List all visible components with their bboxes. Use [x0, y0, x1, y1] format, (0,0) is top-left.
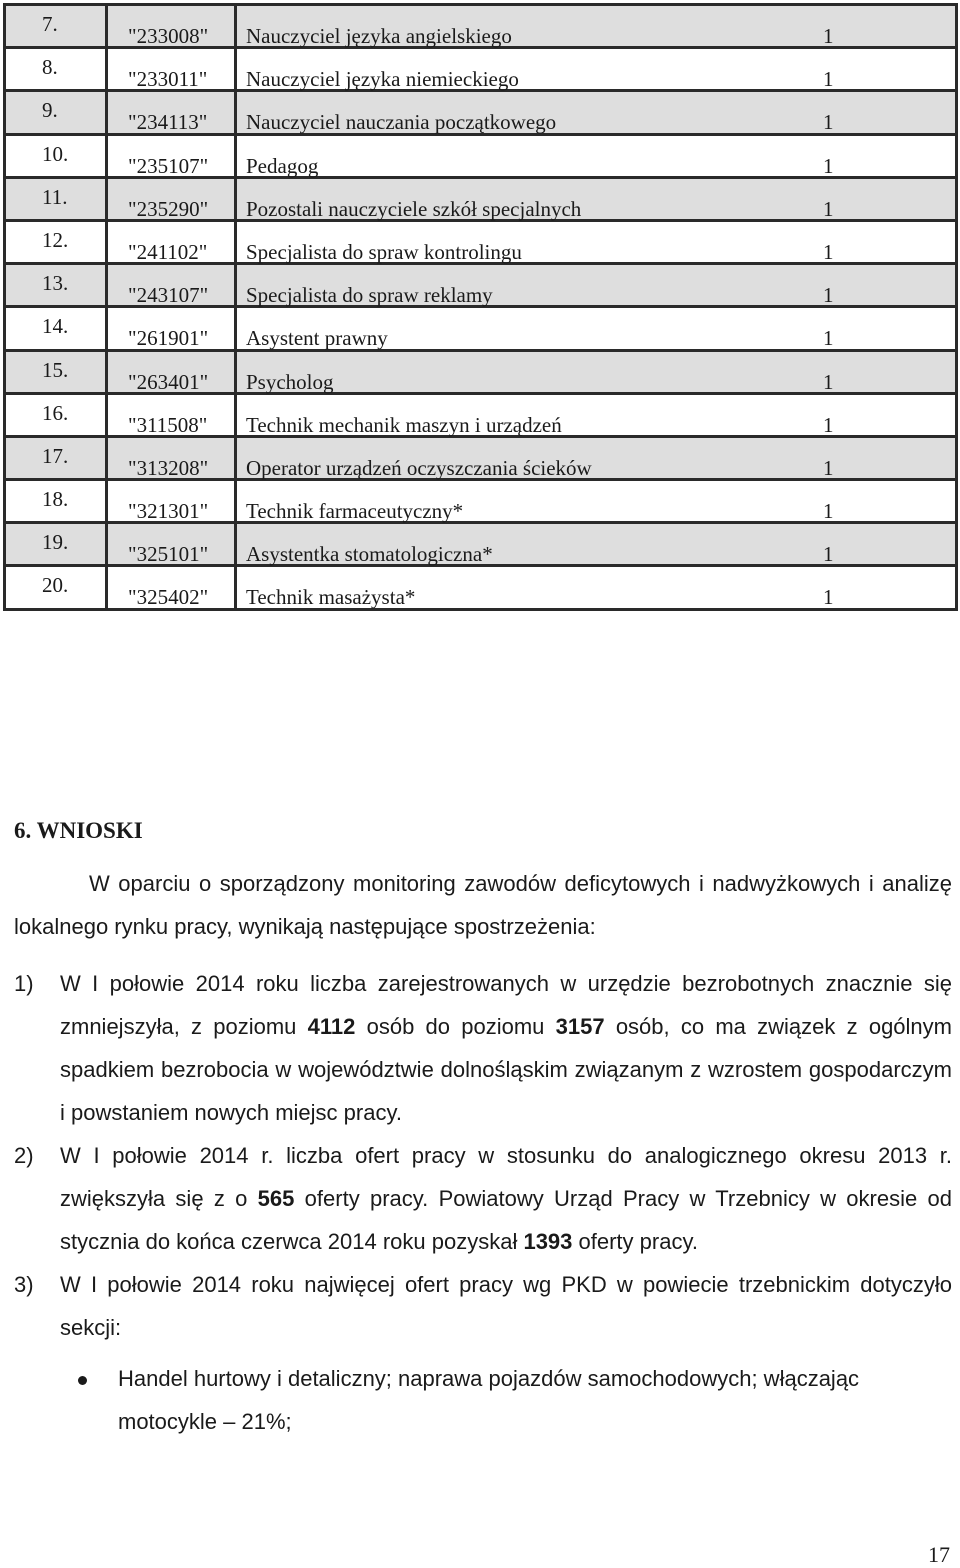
row-number-cell: [5, 307, 107, 350]
row-detail-cell: [107, 480, 957, 523]
occupation-name: Asystent prawny: [246, 326, 388, 351]
row-number: 16.: [42, 400, 69, 425]
occupation-name: Nauczyciel języka niemieckiego: [246, 67, 519, 92]
occupation-count: 1: [823, 326, 834, 351]
item-marker: 3): [14, 1272, 34, 1297]
column-divider: [234, 49, 237, 92]
row-number-cell: [5, 177, 107, 220]
item-text: osób do poziomu: [355, 1014, 556, 1039]
occupations-table-wrapper: [3, 3, 958, 611]
row-number: 11.: [42, 184, 68, 209]
conclusion-item-1: [14, 962, 952, 1134]
occupation-count: 1: [823, 24, 834, 48]
section-intro: W oparciu o sporządzony monitoring zawodów deficytowych i nadwyżkowych i analizę lokalnego rynku pracy, wynikają następujące spostrzeżenia:: [14, 871, 952, 939]
column-divider: [234, 308, 237, 351]
table-row: [5, 5, 957, 48]
item-text: W I połowie 2014 roku najwięcej ofert pracy wg PKD w powiecie trzebnickim dotyczyło sekcji:: [60, 1272, 952, 1340]
column-divider: [234, 92, 237, 135]
occupation-code: "325402": [128, 585, 209, 610]
occupation-name: Operator urządzeń oczyszczania ścieków: [246, 455, 592, 480]
value-3157: 3157: [555, 1014, 605, 1039]
table-row: [5, 264, 957, 307]
occupation-count: 1: [823, 369, 834, 394]
row-number-cell: [5, 350, 107, 393]
row-detail-cell: [107, 91, 957, 134]
occupation-name: Technik mechanik maszyn i urządzeń: [246, 412, 562, 437]
row-number: 7.: [42, 12, 58, 36]
row-detail-cell: [107, 177, 957, 220]
row-number-cell: [5, 264, 107, 307]
column-divider: [234, 352, 237, 395]
occupation-count: 1: [823, 283, 834, 308]
value-1393: 1393: [523, 1229, 573, 1254]
row-detail-cell: [107, 350, 957, 393]
column-divider: [234, 6, 237, 49]
table-row: [5, 177, 957, 220]
value-565: 565: [257, 1186, 295, 1211]
occupation-count: 1: [823, 499, 834, 524]
row-detail-cell: [107, 5, 957, 48]
column-divider: [234, 567, 237, 610]
occupation-code: "261901": [128, 326, 209, 351]
column-divider: [234, 179, 237, 222]
section-title: 6. WNIOSKI: [14, 818, 143, 843]
row-number-cell: [5, 393, 107, 436]
occupation-code: "234113": [128, 110, 208, 135]
occupation-name: Pedagog: [246, 153, 319, 178]
occupation-count: 1: [823, 542, 834, 567]
column-divider: [234, 524, 237, 567]
row-number-cell: [5, 523, 107, 566]
row-detail-cell: [107, 134, 957, 177]
occupations-table: [3, 3, 958, 611]
row-detail-cell: [107, 264, 957, 307]
column-divider: [234, 481, 237, 524]
row-detail-cell: [107, 48, 957, 91]
item-text: oferty pracy.: [572, 1229, 698, 1254]
occupation-count: 1: [823, 110, 834, 135]
table-row: [5, 134, 957, 177]
row-detail-cell: [107, 566, 957, 609]
table-row: [5, 307, 957, 350]
table-row: [5, 436, 957, 479]
row-number: 13.: [42, 271, 69, 296]
table-row: [5, 350, 957, 393]
row-number: 19.: [42, 530, 69, 555]
row-detail-cell: [107, 523, 957, 566]
occupation-code: "243107": [128, 283, 209, 308]
item-marker: 2): [14, 1143, 34, 1168]
row-number: 15.: [42, 357, 69, 382]
occupation-code: "233011": [128, 67, 208, 92]
bullet-item: [60, 1357, 952, 1443]
row-detail-cell: [107, 436, 957, 479]
row-number-cell: [5, 48, 107, 91]
occupation-count: 1: [823, 412, 834, 437]
item-text: W I połowie 2014 roku liczba zarejestrowanych w urzędzie bezrobotnych znacznie się zmniejszyła, z poziomu: [60, 971, 952, 1039]
occupation-name: Specjalista do spraw reklamy: [246, 283, 493, 308]
occupation-code: "313208": [128, 455, 209, 480]
bullet-text: Handel hurtowy i detaliczny; naprawa pojazdów samochodowych; włączając motocykle – 21%;: [118, 1366, 860, 1434]
item-text: W I połowie 2014 r. liczba ofert pracy w stosunku do analogicznego okresu 2013 r. zwiększyła się z o: [60, 1143, 952, 1211]
table-row: [5, 48, 957, 91]
row-number: 8.: [42, 55, 58, 80]
conclusion-item-3: [14, 1263, 952, 1443]
occupation-count: 1: [823, 455, 834, 480]
occupation-name: Nauczyciel nauczania początkowego: [246, 110, 557, 135]
item-marker: 1): [14, 971, 34, 996]
occupation-name: Technik farmaceutyczny*: [246, 499, 464, 524]
occupation-name: Nauczyciel języka angielskiego: [246, 24, 512, 48]
occupation-code: "321301": [128, 499, 209, 524]
conclusion-item-2: [14, 1134, 952, 1263]
column-divider: [234, 395, 237, 438]
row-number: 9.: [42, 98, 58, 123]
occupation-code: "235107": [128, 153, 209, 178]
row-number: 10.: [42, 141, 69, 166]
row-number: 18.: [42, 487, 69, 512]
occupation-name: Pozostali nauczyciele szkół specjalnych: [246, 196, 582, 221]
occupation-name: Asystentka stomatologiczna*: [246, 542, 493, 567]
occupation-code: "263401": [128, 369, 209, 394]
occupation-code: "235290": [128, 196, 209, 221]
occupation-count: 1: [823, 196, 834, 221]
table-row: [5, 566, 957, 609]
occupation-code: "241102": [128, 239, 208, 264]
table-row: [5, 393, 957, 436]
table-row: [5, 523, 957, 566]
table-row: [5, 91, 957, 134]
page-number: 17: [928, 1542, 950, 1567]
row-number: 17.: [42, 443, 69, 468]
occupation-count: 1: [823, 585, 834, 610]
row-number-cell: [5, 566, 107, 609]
row-number: 20.: [42, 573, 69, 598]
occupation-name: Technik masażysta*: [246, 585, 416, 610]
conclusions-list: [14, 962, 952, 1443]
table-row: [5, 220, 957, 263]
value-4112: 4112: [307, 1014, 356, 1039]
row-number-cell: [5, 5, 107, 48]
occupation-name: Psycholog: [246, 369, 334, 394]
occupation-count: 1: [823, 67, 834, 92]
column-divider: [234, 222, 237, 265]
occupation-code: "325101": [128, 542, 209, 567]
row-number: 14.: [42, 314, 69, 339]
bullet-dot-icon: [78, 1376, 87, 1385]
occupation-count: 1: [823, 239, 834, 264]
column-divider: [234, 136, 237, 179]
row-number-cell: [5, 220, 107, 263]
column-divider: [234, 265, 237, 308]
occupation-code: "311508": [128, 412, 208, 437]
row-number-cell: [5, 480, 107, 523]
table-row: [5, 480, 957, 523]
item-text: osób, co ma związek z ogólnym spadkiem bezrobocia w województwie dolnośląskim związanym z wzrostem gospodarczym i powstaniem nowych miejsc pracy.: [60, 1014, 952, 1125]
column-divider: [234, 438, 237, 481]
row-number-cell: [5, 91, 107, 134]
row-detail-cell: [107, 220, 957, 263]
occupation-count: 1: [823, 153, 834, 178]
bullet-list: [60, 1357, 952, 1443]
row-number: 12.: [42, 227, 69, 252]
row-detail-cell: [107, 307, 957, 350]
row-number-cell: [5, 134, 107, 177]
item-text: oferty pracy. Powiatowy Urząd Pracy w Trzebnicy w okresie od stycznia do końca czerwca 2014 roku pozyskał: [60, 1186, 952, 1254]
occupation-code: "233008": [128, 24, 209, 48]
occupation-name: Specjalista do spraw kontrolingu: [246, 239, 522, 264]
row-detail-cell: [107, 393, 957, 436]
row-number-cell: [5, 436, 107, 479]
